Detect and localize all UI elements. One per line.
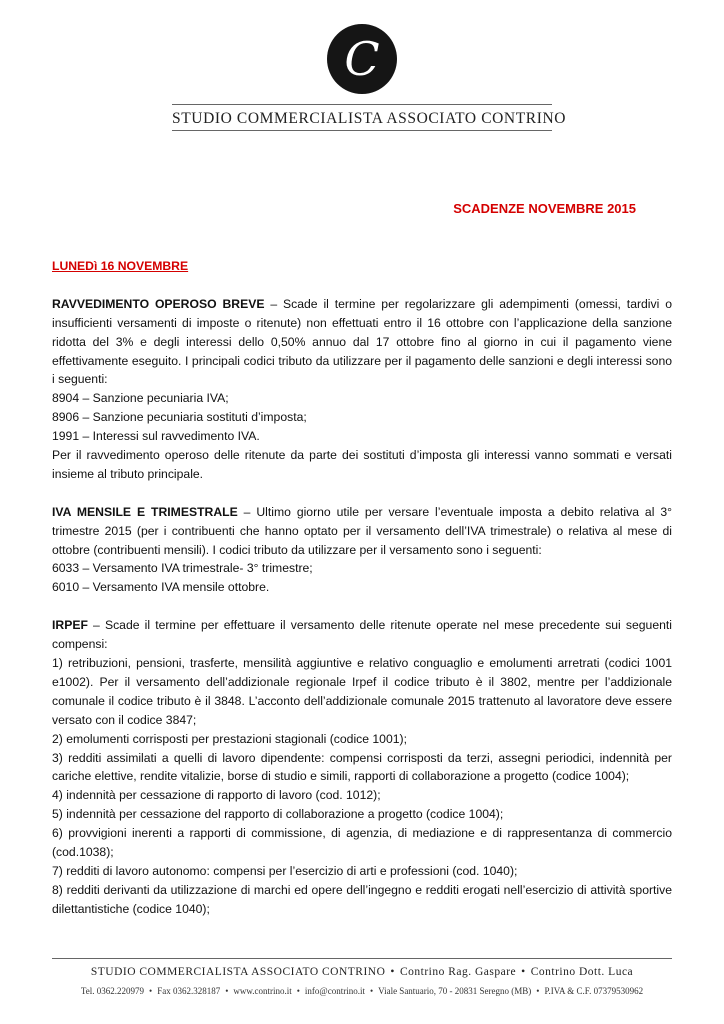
firm-logo (327, 24, 397, 94)
irpef-label: IRPEF (52, 618, 88, 633)
footer-rule (52, 958, 672, 959)
ravvedimento-note: Per il ravvedimento operoso delle ritenute da parte dei sostituti d’imposta gli interessi vanno sommati e versati insieme al tributo principale. (52, 448, 672, 481)
document-title: SCADENZE NOVEMBRE 2015 (453, 201, 636, 216)
list-item: 2) emolumenti corrisposti per prestazioni stagionali (codice 1001); (52, 731, 407, 746)
iva-paragraph: IVA MENSILE E TRIMESTRALE – Ultimo giorno utile per versare l’eventuale imposta a debito relativa al 3° trimestre 2015 (per i contribuenti che hanno optato per il versamento dell’IVA trimestrale) o relativa al mese di ottobre (contribuenti mensili). I codici tributo da utilizzare per il versamento sono i seguenti: (52, 504, 672, 557)
footer-partner-2: Contrino Dott. Luca (530, 966, 634, 978)
footer-firm-name: STUDIO COMMERCIALISTA ASSOCIATO CONTRINO (90, 966, 386, 978)
list-item: 8) redditi derivanti da utilizzazione di marchi ed opere dell’ingegno e redditi erogati nell’esercizio di attività sportive dilettantistiche (codice 1040); (52, 882, 672, 916)
footer-website: www.contrino.it (233, 986, 292, 996)
footer-address: Viale Santuario, 70 - 20831 Seregno (MB) (378, 986, 532, 996)
list-item: 3) redditi assimilati a quelli di lavoro dipendente: compensi corrisposti da terzi, assegni periodici, indennità per cariche elettive, rendite vitalizie, borse di studio e simili, rapporti di collaborazione a progetto (codice 1004); (52, 750, 672, 784)
irpef-paragraph: IRPEF – Scade il termine per effettuare il versamento delle ritenute operate nel mese precedente sui seguenti compensi: (52, 618, 672, 652)
date-heading: LUNEDì 16 NOVEMBRE (52, 259, 189, 273)
footer-firm-line: STUDIO COMMERCIALISTA ASSOCIATO CONTRINO • Contrino Rag. Gaspare • Contrino Dott. Luca (90, 966, 634, 978)
code-line: 8906 – Sanzione pecuniaria sostituti d’imposta; (52, 410, 307, 425)
footer-phone: Tel. 0362.220979 (80, 986, 145, 996)
code-line: 1991 – Interessi sul ravvedimento IVA. (52, 429, 260, 444)
ravvedimento-paragraph: RAVVEDIMENTO OPEROSO BREVE – Scade il termine per regolarizzare gli adempimenti (omessi, tardivi o insufficienti versamenti di imposte o ritenute) non effettuati entro il 16 ottobre con l’applicazione della sanzione ridotta del 3% e degli interessi dello 0,50% annuo dal 17 ottobre fino al giorno in cui il pagamento viene effettivamente eseguito. I principali codici tributo da utilizzare per il pagamento delle sanzioni e degli interessi sono i seguenti: (52, 296, 672, 387)
list-item: 7) redditi di lavoro autonomo: compensi per l’esercizio di arti e professioni (cod. 1040); (52, 863, 518, 878)
footer-contacts: Tel. 0362.220979 • Fax 0362.328187 • www.contrino.it • info@contrino.it • Viale Santuario, 70 - 20831 Seregno (MB) • P.IVA & C.F. 07379530962 (80, 986, 644, 996)
header-rule-top (172, 104, 552, 105)
list-item: 1) retribuzioni, pensioni, trasferte, mensilità aggiuntive e relativo conguaglio e emolumenti arretrati (codici 1001 e1002). Per il versamento dell’addizionale regionale Irpef il codice tributo è il 3802, mentre per l’addizionale comunale il codice tributo è il 3848. L’acconto dell’addizionale comunale 2015 trattenuto al lavoratore deve essere versato con il codice 3847; (52, 655, 672, 727)
code-line: 6010 – Versamento IVA mensile ottobre. (52, 580, 270, 595)
header-firm-name: STUDIO COMMERCIALISTA ASSOCIATO CONTRINO (172, 110, 567, 127)
document-body (52, 257, 672, 919)
logo-letter: C (344, 32, 380, 86)
code-line: 6033 – Versamento IVA trimestrale- 3° trimestre; (52, 561, 313, 576)
ravvedimento-label: RAVVEDIMENTO OPEROSO BREVE (52, 296, 265, 311)
list-item: 4) indennità per cessazione di rapporto di lavoro (cod. 1012); (52, 788, 381, 803)
code-line: 8904 – Sanzione pecuniaria IVA; (52, 391, 229, 406)
list-item: 6) provvigioni inerenti a rapporti di commissione, di agenzia, di mediazione e di rappresentanza di commercio (cod.1038); (52, 826, 672, 860)
footer-partner-1: Contrino Rag. Gaspare (399, 966, 517, 978)
header-rule-bottom (172, 130, 552, 131)
footer-vat: P.IVA & C.F. 07379530962 (544, 986, 644, 996)
footer-email: info@contrino.it (304, 986, 365, 996)
footer-fax: Fax 0362.328187 (157, 986, 221, 996)
list-item: 5) indennità per cessazione del rapporto di collaborazione a progetto (codice 1004); (52, 807, 504, 822)
iva-label: IVA MENSILE E TRIMESTRALE (52, 504, 238, 519)
